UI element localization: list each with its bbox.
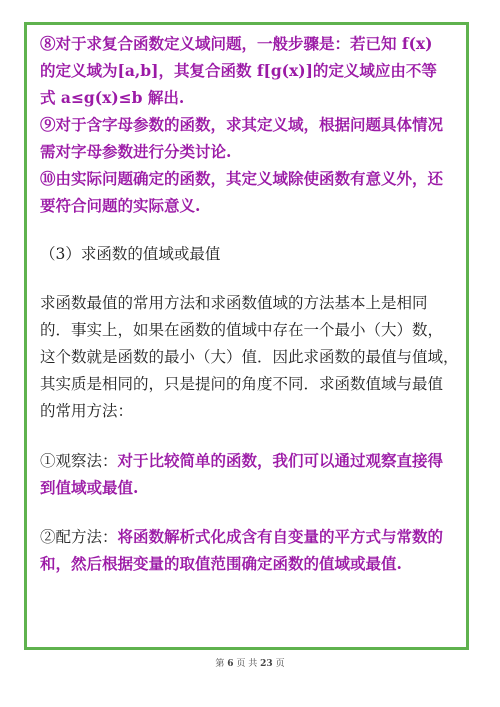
rule-9-line-2: 需对字母参数进行分类讨论.	[40, 142, 232, 161]
rule-10-line-1: ⑩由实际问题确定的函数，其定义域除使函数有意义外，还	[40, 169, 444, 188]
rule-8-line-1: ⑧对于求复合函数定义域问题，一般步骤是：若已知 f(x)	[40, 34, 433, 53]
rule-9-line-1: ⑨对于含字母参数的函数，求其定义域，根据问题具体情况	[40, 115, 444, 134]
footer-page-number: 6	[227, 659, 234, 669]
method-1-description: 对于比较简单的函数，我们可以通过观察直接得	[117, 451, 444, 470]
spacer	[40, 268, 460, 290]
spacer	[40, 219, 460, 241]
method-2-line-1	[40, 523, 460, 550]
footer-suffix: 页	[275, 659, 285, 669]
method-1-name: ①观察法：	[40, 452, 118, 470]
intro-line-5: 的常用方法：	[40, 402, 134, 420]
intro-line-3: 这个数就是函数的最小（大）值．因此求函数的最值与值域，	[40, 348, 459, 366]
method-2-line-2: 和，然后根据变量的取值范围确定函数的值域或最值.	[40, 554, 402, 573]
footer-total-pages: 23	[260, 659, 273, 669]
method-2-name: ②配方法：	[40, 528, 118, 546]
rule-8-line-3: 式 a≤g(x)≤b 解出.	[40, 88, 185, 107]
method-2-description: 将函数解析式化成含有自变量的平方式与常数的	[117, 527, 444, 546]
section-heading: （3）求函数的值域或最值	[40, 245, 221, 263]
method-1-line-1	[40, 447, 460, 474]
page-footer	[0, 656, 500, 669]
page-content	[40, 30, 460, 577]
footer-prefix: 第	[215, 659, 225, 669]
intro-line-4: 其实质是相同的，只是提问的角度不同．求函数值域与最值	[40, 375, 444, 393]
method-1-line-2: 到值域或最值.	[40, 478, 139, 497]
spacer	[40, 425, 460, 447]
footer-middle: 页 共	[236, 659, 258, 669]
intro-line-2: 的．事实上，如果在函数的值域中存在一个最小（大）数，	[40, 321, 444, 339]
rule-8-line-2: 的定义域为[a,b]，其复合函数 f[g(x)]的定义域应由不等	[40, 61, 437, 80]
rule-10-line-2: 要符合问题的实际意义.	[40, 196, 201, 215]
spacer	[40, 501, 460, 523]
intro-line-1: 求函数最值的常用方法和求函数值域的方法基本上是相同	[40, 294, 428, 312]
